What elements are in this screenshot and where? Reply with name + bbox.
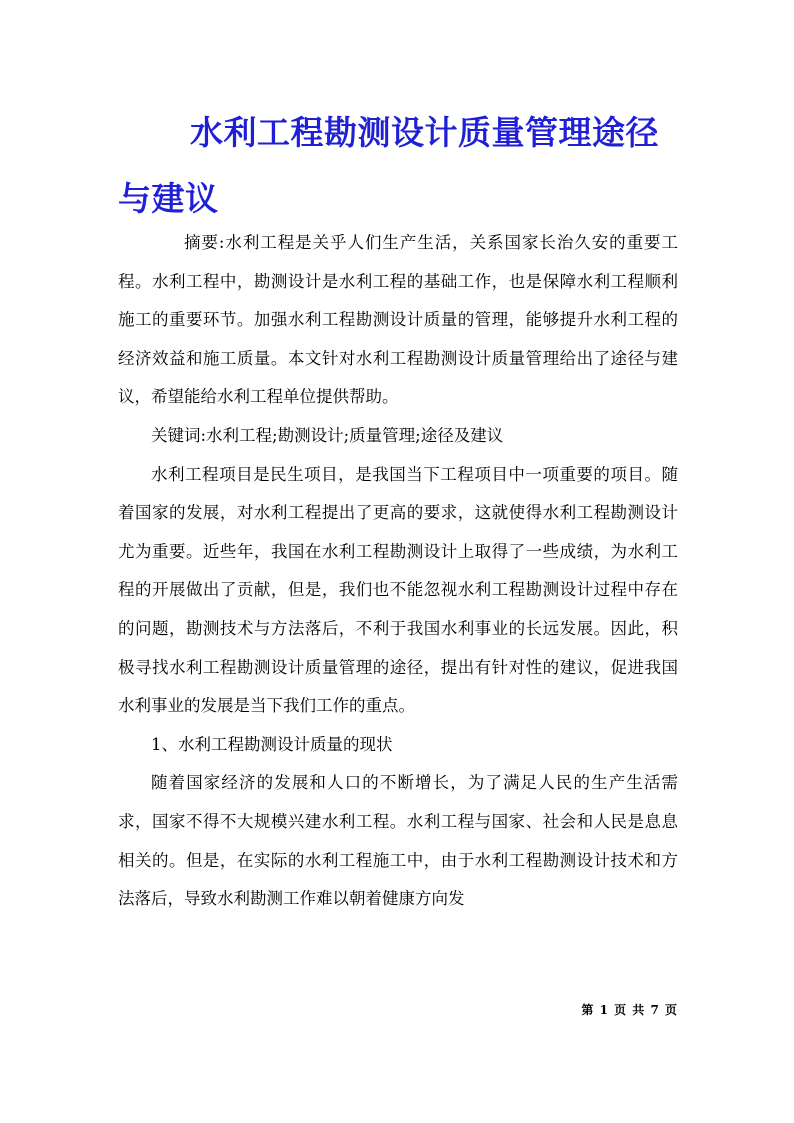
intro-paragraph: 水利工程项目是民生项目，是我国当下工程项目中一项重要的项目。随着国家的发展，对水利工程提出了更高的要求，这就使得水利工程勘测设计尤为重要。近些年，我国在水利工程勘测设计上取得了一些成绩，为水利工程的开展做出了贡献，但是，我们也不能忽视水利工程勘测设计过程中存在的问题，勘测技术与方法落后，不利于我国水利事业的长远发展。因此，积极寻找水利工程勘测设计质量管理的途径，提出有针对性的建议，促进我国水利事业的发展是当下我们工作的重点。: [118, 464, 678, 716]
document-title: [118, 100, 678, 232]
title-line-1: 水利工程勘测设计质量管理途径: [190, 113, 659, 152]
section-1-paragraph: 随着国家经济的发展和人口的不断增长，为了满足人民的生产生活需求，国家不得不大规模兴建水利工程。水利工程与国家、社会和人民是息息相关的。但是，在实际的水利工程施工中，由于水利工程勘测设计技术和方法落后，导致水利勘测工作难以朝着健康方向发: [118, 773, 678, 909]
document-body: [118, 224, 678, 919]
abstract-paragraph: 摘要:水利工程是关乎人们生产生活，关系国家长治久安的重要工程。水利工程中，勘测设计是水利工程的基础工作，也是保障水利工程顺利施工的重要环节。加强水利工程勘测设计质量的管理，能够提升水利工程的经济效益和施工质量。本文针对水利工程勘测设计质量管理给出了途径与建议，希望能给水利工程单位提供帮助。: [118, 233, 678, 407]
section-1-heading: 1、水利工程勘测设计质量的现状: [151, 734, 393, 754]
keywords-line: 关键词:水利工程;勘测设计;质量管理;途径及建议: [151, 425, 504, 445]
title-line-2: 与建议: [118, 179, 219, 218]
page-number-footer: 第 1 页 共 7 页: [581, 1003, 678, 1017]
